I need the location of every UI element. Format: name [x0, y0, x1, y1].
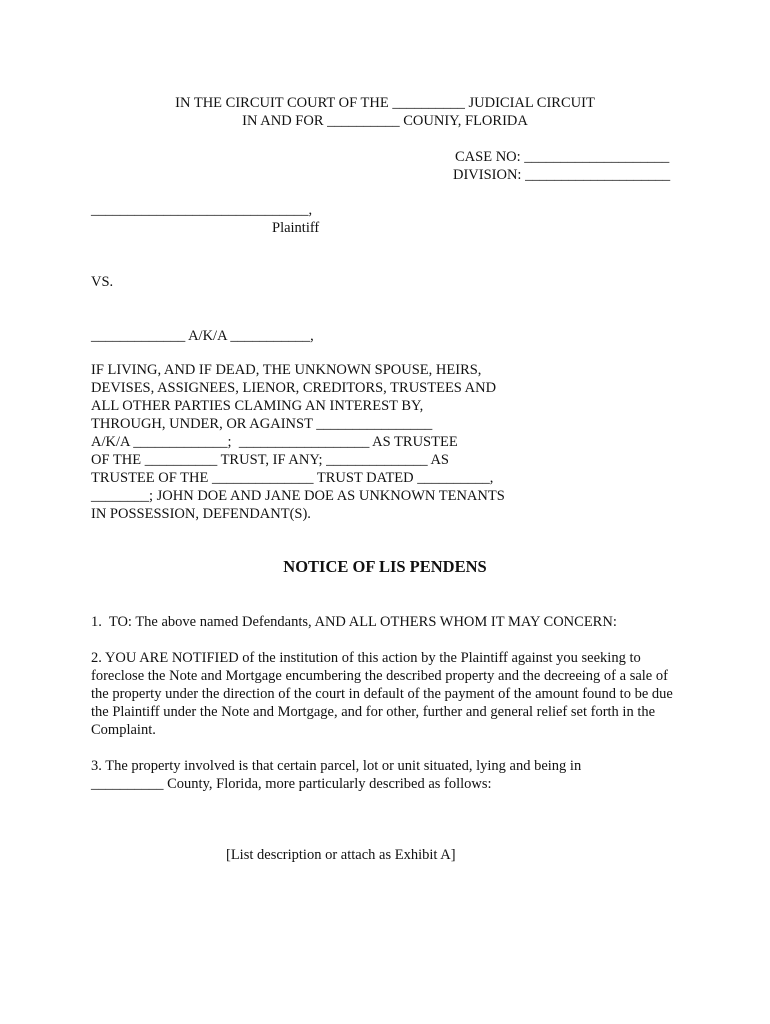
defendant-line: IN POSSESSION, DEFENDANT(S). — [91, 506, 311, 522]
defendant-line: ________; JOHN DOE AND JANE DOE AS UNKNOWN TENANTS — [91, 488, 505, 504]
defendant-line: OF THE __________ TRUST, IF ANY; ______________ AS — [91, 452, 449, 468]
paragraph-1: 1. TO: The above named Defendants, AND ALL OTHERS WHOM IT MAY CONCERN: — [91, 614, 617, 630]
defendant-line: DEVISES, ASSIGNEES, LIENOR, CREDITORS, TRUSTEES AND — [91, 380, 497, 396]
plaintiff-label: Plaintiff — [272, 220, 320, 236]
exhibit-note: [List description or attach as Exhibit A] — [226, 847, 456, 863]
defendant-aka-line: _____________ A/K/A ___________, — [91, 328, 314, 344]
defendant-line: IF LIVING, AND IF DEAD, THE UNKNOWN SPOUSE, HEIRS, — [91, 362, 482, 378]
paragraph-2: 2. YOU ARE NOTIFIED of the institution of this action by the Plaintiff against you seeking to foreclose the Note and Mortgage encumbering the described property and the decreeing of a sale of the property under the direction of the court in default of the payment of the amount found to be due the Plaintiff under the Note and Mortgage, and for other, further and general relief set forth in the Complaint. — [91, 650, 673, 738]
document-title: NOTICE OF LIS PENDENS — [283, 557, 487, 576]
case-number: CASE NO: ____________________ — [455, 149, 670, 165]
defendant-line: A/K/A _____________; __________________ AS TRUSTEE — [91, 434, 458, 450]
court-header-line-1: IN THE CIRCUIT COURT OF THE __________ JUDICIAL CIRCUIT — [175, 95, 595, 111]
court-header-line-2: IN AND FOR __________ COUNIY, FLORIDA — [242, 113, 528, 129]
defendant-line: ALL OTHER PARTIES CLAMING AN INTEREST BY, — [91, 398, 424, 414]
paragraph-3: 3. The property involved is that certain parcel, lot or unit situated, lying and being in __________ County, Florida, more particularly described as follows: — [91, 758, 582, 792]
versus-label: VS. — [91, 274, 114, 290]
defendant-line: THROUGH, UNDER, OR AGAINST ________________ — [91, 416, 433, 432]
plaintiff-name-blank: ______________________________, — [91, 202, 313, 218]
division: DIVISION: ____________________ — [453, 167, 671, 183]
defendant-line: TRUSTEE OF THE ______________ TRUST DATED __________, — [91, 470, 494, 486]
